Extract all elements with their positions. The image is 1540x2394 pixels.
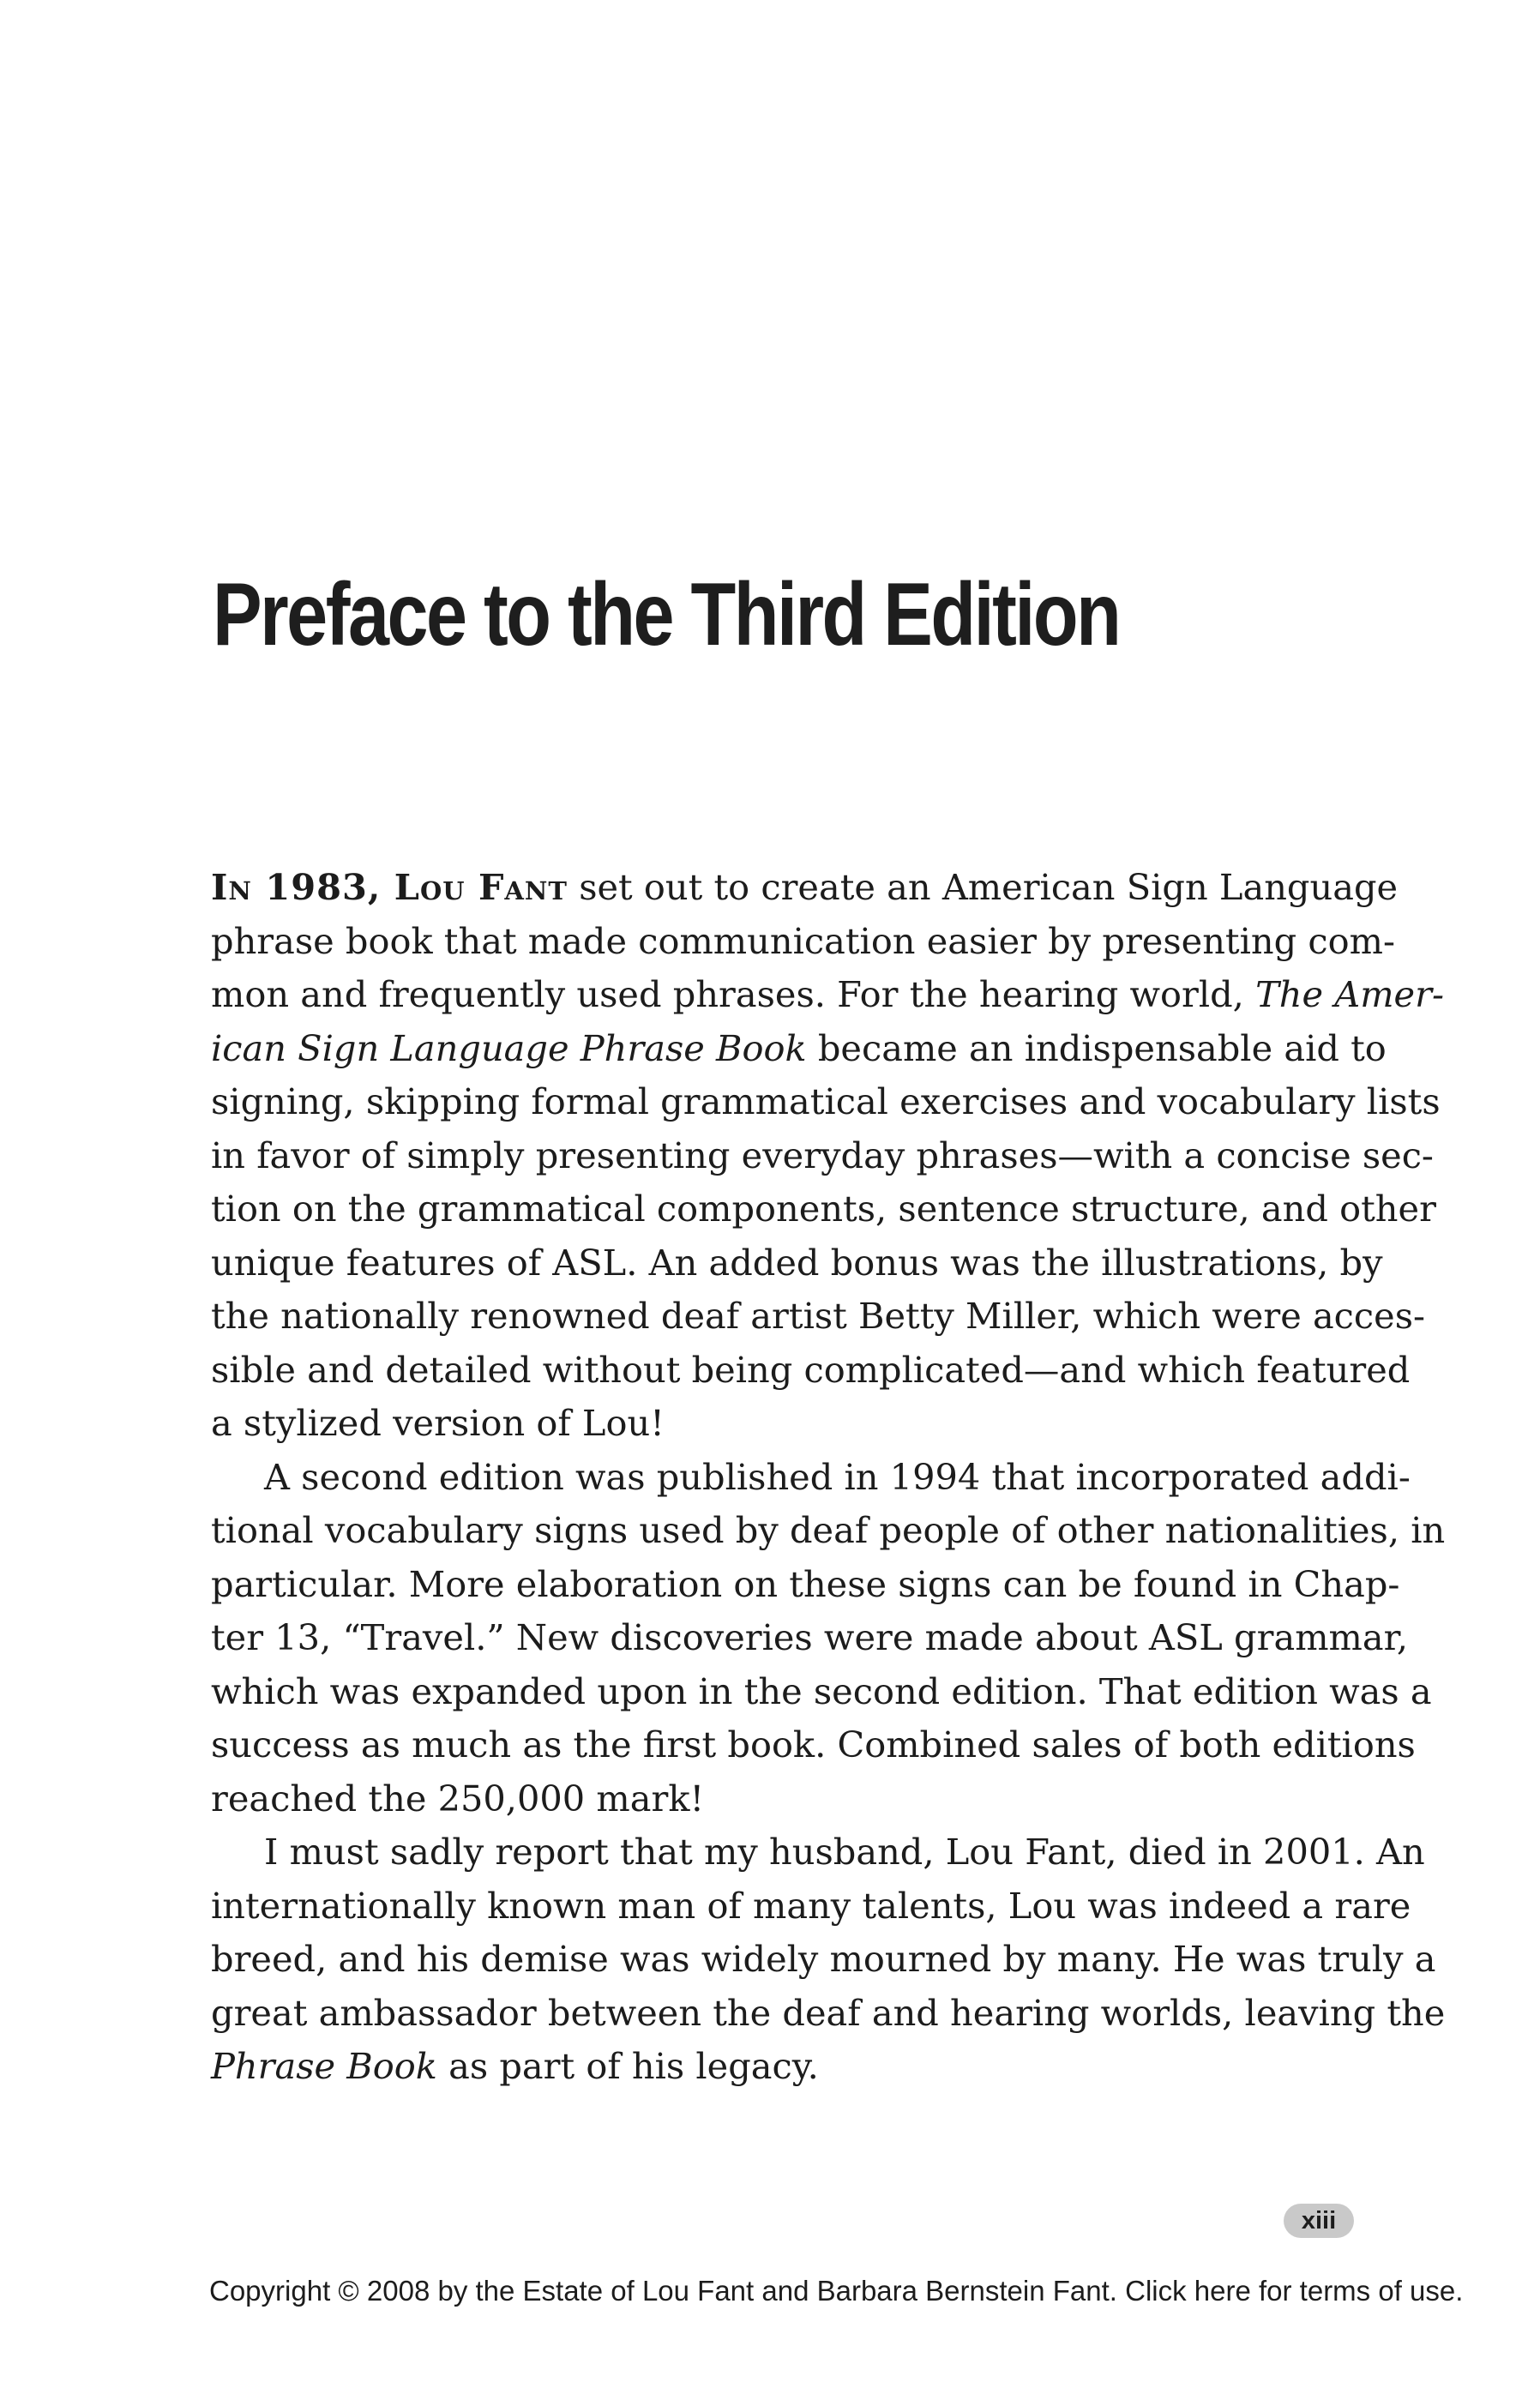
text-line: I must sadly report that my husband, Lou Fant, died in 2001. An: [264, 1831, 1425, 1873]
text-line: reached the 250,000 mark!: [211, 1777, 705, 1820]
text-line: ican Sign Language Phrase Book became an indispensable aid to: [211, 1026, 1387, 1069]
text-line: the nationally renowned deaf artist Betty Miller, which were acces-: [211, 1295, 1426, 1337]
page-title: Preface to the Third Edition: [213, 565, 1120, 665]
lead-in-smallcaps: In 1983, Lou Fant: [211, 866, 568, 908]
book-title-italic: The Amer-: [1255, 973, 1444, 1015]
text-line: success as much as the first book. Combined sales of both editions: [211, 1723, 1416, 1765]
text-line: ter 13, “Travel.” New discoveries were made about ASL grammar,: [211, 1616, 1409, 1658]
paragraph-3: [211, 1826, 1446, 2094]
text-line: sible and detailed without being complicated—and which featured: [211, 1348, 1411, 1391]
text-line: in favor of simply presenting everyday phrases—with a concise sec-: [211, 1134, 1434, 1176]
text-line: In 1983, Lou Fant set out to create an American Sign Language: [211, 866, 1399, 908]
text-line: a stylized version of Lou!: [211, 1402, 665, 1444]
text-line: breed, and his demise was widely mourned by many. He was truly a: [211, 1938, 1436, 1980]
text-line: Phrase Book as part of his legacy.: [211, 2045, 819, 2087]
text-line: tion on the grammatical components, sentence structure, and other: [211, 1188, 1436, 1230]
text-line: unique features of ASL. An added bonus was the illustrations, by: [211, 1241, 1383, 1284]
text-line: signing, skipping formal grammatical exercises and vocabulary lists: [211, 1080, 1441, 1122]
page-number-badge: xiii: [1284, 2204, 1354, 2238]
paragraph-1: [211, 861, 1444, 1451]
book-title-italic: Phrase Book: [211, 2045, 437, 2087]
text-line: A second edition was published in 1994 that incorporated addi-: [264, 1455, 1411, 1498]
text-line: internationally known man of many talents, Lou was indeed a rare: [211, 1884, 1411, 1927]
text-line: which was expanded upon in the second edition. That edition was a: [211, 1669, 1432, 1712]
copyright-notice-link[interactable]: Copyright © 2008 by the Estate of Lou Fant and Barbara Bernstein Fant. Click here for terms of use.: [209, 2275, 1464, 2307]
text-line: mon and frequently used phrases. For the hearing world, The Amer-: [211, 973, 1444, 1015]
text-line: particular. More elaboration on these signs can be found in Chap-: [211, 1562, 1400, 1605]
paragraph-2: [211, 1451, 1446, 1826]
preface-body: [211, 861, 1446, 2094]
text-line: phrase book that made communication easier by presenting com-: [211, 919, 1395, 962]
text-line: great ambassador between the deaf and hearing worlds, leaving the: [211, 1991, 1446, 2034]
book-title-italic: ican Sign Language Phrase Book: [211, 1026, 807, 1069]
text-line: tional vocabulary signs used by deaf people of other nationalities, in: [211, 1509, 1446, 1551]
